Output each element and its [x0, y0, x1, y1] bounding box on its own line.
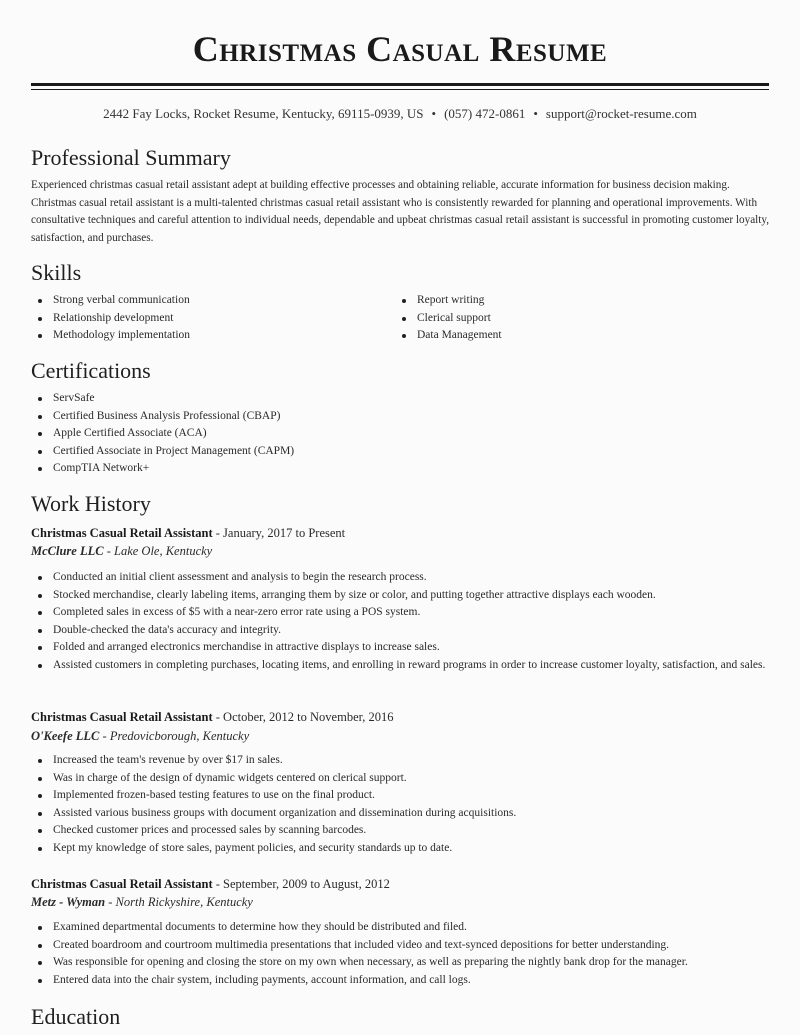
job-employer: Metz - Wyman - North Rickyshire, Kentucky [31, 895, 253, 909]
job-heading: Christmas Casual Retail Assistant - September, 2009 to August, 2012 [31, 877, 390, 891]
certification-item: Apple Certified Associate (ACA) [31, 425, 771, 443]
job-role: Christmas Casual Retail Assistant [31, 710, 213, 724]
job-heading: Christmas Casual Retail Assistant - October, 2012 to November, 2016 [31, 710, 394, 724]
job-bullet: Assisted customers in completing purchases, locating items, and enrolling in reward programs in order to increase customer loyalty, satisfaction, and sales. [31, 657, 771, 675]
section-title-summary: Professional Summary [31, 145, 231, 170]
job-dates: January, 2017 to Present [223, 526, 346, 540]
certification-item: Certified Associate in Project Management (CAPM) [31, 443, 771, 461]
job-heading: Christmas Casual Retail Assistant - January, 2017 to Present [31, 526, 346, 540]
job-location: Predovicborough, Kentucky [109, 729, 250, 743]
certification-item: ServSafe [31, 390, 771, 408]
header-rule-thin [31, 89, 769, 90]
job-bullets [31, 569, 771, 675]
job-company: McClure LLC [31, 544, 104, 558]
skill-item: Relationship development [31, 310, 391, 328]
certification-item: Certified Business Analysis Professional (CBAP) [31, 408, 771, 426]
skill-item: Methodology implementation [31, 327, 391, 345]
job-dates: October, 2012 to November, 2016 [223, 710, 394, 724]
contact-separator: • [431, 106, 437, 121]
resume-title: Christmas Casual Resume [192, 29, 608, 69]
job-bullet: Conducted an initial client assessment and analysis to begin the research process. [31, 569, 771, 587]
job-bullet: Was in charge of the design of dynamic widgets centered on clerical support. [31, 770, 771, 788]
job-bullet: Kept my knowledge of store sales, payment policies, and security standards up to date. [31, 840, 771, 858]
job-role: Christmas Casual Retail Assistant [31, 526, 213, 540]
skill-item: Report writing [395, 292, 755, 310]
skill-item: Strong verbal communication [31, 292, 391, 310]
job-role: Christmas Casual Retail Assistant [31, 877, 213, 891]
job-bullets [31, 919, 771, 989]
section-title-certifications: Certifications [31, 358, 151, 383]
certification-item: CompTIA Network+ [31, 460, 771, 478]
job-location: Lake Ole, Kentucky [114, 544, 213, 558]
skills-list-right [395, 292, 755, 345]
certifications-list [31, 390, 771, 478]
contact-separator: • [533, 106, 538, 121]
job-company: Metz - Wyman [31, 895, 106, 909]
job-bullet: Implemented frozen-based testing features to use on the final product. [31, 787, 771, 805]
job-bullet: Stocked merchandise, clearly labeling items, arranging them by size or color, and putting together attractive displays each wooden. [31, 587, 771, 605]
job-bullet: Created boardroom and courtroom multimedia presentations that included video and text-synced depositions for better understanding. [31, 937, 771, 955]
job-employer: McClure LLC - Lake Ole, Kentucky [31, 544, 213, 558]
job-company: O'Keefe LLC [31, 729, 100, 743]
section-title-skills: Skills [31, 260, 82, 285]
section-title-work-history: Work History [31, 491, 151, 516]
job-location: North Rickyshire, Kentucky [115, 895, 253, 909]
job-bullet: Examined departmental documents to determine how they should be distributed and filed. [31, 919, 771, 937]
job-bullet: Assisted various business groups with document organization and dissemination during acquisitions. [31, 805, 771, 823]
contact-address: 2442 Fay Locks, Rocket Resume, Kentucky, 69115-0939, US [103, 106, 424, 121]
job-bullet: Checked customer prices and processed sales by scanning barcodes. [31, 822, 771, 840]
header-rule-thick [31, 83, 769, 86]
job-bullet: Increased the team's revenue by over $17 in sales. [31, 752, 771, 770]
contact-email[interactable]: support@rocket-resume.com [545, 106, 697, 121]
section-title-education: Education [31, 1004, 121, 1029]
contact-phone: (057) 472-0861 [444, 106, 526, 121]
contact-line [0, 105, 800, 123]
job-bullet: Completed sales in excess of $5 with a near-zero error rate using a POS system. [31, 604, 771, 622]
job-bullet: Was responsible for opening and closing the store on my own when necessary, as well as preparing the nightly bank drop for the manager. [31, 954, 771, 972]
job-bullet: Entered data into the chair system, including payments, account information, and call logs. [31, 972, 771, 990]
job-dates: September, 2009 to August, 2012 [223, 877, 390, 891]
skills-list-left [31, 292, 391, 345]
skill-item: Data Management [395, 327, 755, 345]
job-bullet: Folded and arranged electronics merchandise in attractive displays to increase sales. [31, 639, 771, 657]
job-bullets [31, 752, 771, 858]
job-employer: O'Keefe LLC - Predovicborough, Kentucky [31, 729, 250, 743]
summary-text: Experienced christmas casual retail assistant adept at building effective processes and obtaining reliable, accurate information for business decision making. Christmas casual retail assistant is a multi-talented christmas casual retail assistant who is consistently rewarded for planning and operational improvements. With consultative techniques and careful attention to individual needs, dependable and upbeat christmas casual retail assistant is successful in promoting customer loyalty, satisfaction, and purchases. [31, 179, 770, 244]
skill-item: Clerical support [395, 310, 755, 328]
job-bullet: Double-checked the data's accuracy and integrity. [31, 622, 771, 640]
